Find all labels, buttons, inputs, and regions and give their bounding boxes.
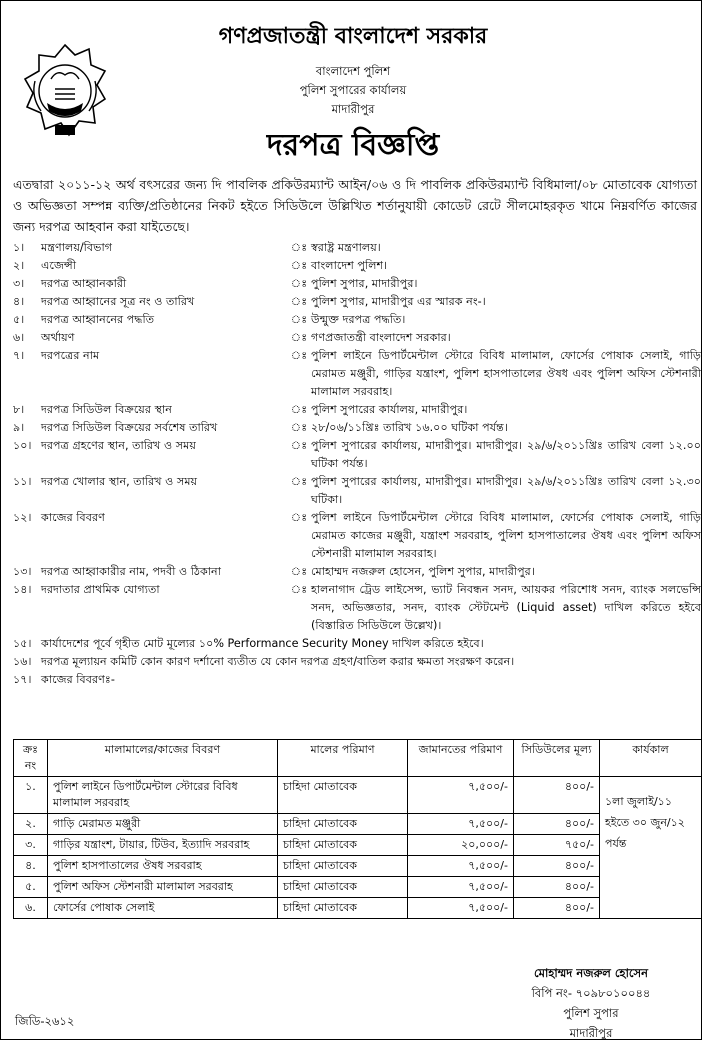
office-name: পুলিশ সুপারের কার্যালয় [299, 83, 407, 97]
item-value: বাংলাদেশ পুলিশ। [311, 259, 388, 272]
item-label: দরদাতার প্রাথমিক যোগ্যতা [41, 583, 160, 596]
work-details-table [13, 739, 702, 919]
line-number: ১৬। [13, 655, 32, 668]
row-serial: ২. [14, 814, 48, 835]
row-quantity: চাহিদা মোতাবেক [278, 856, 408, 877]
item-number: ৯। [13, 421, 25, 434]
signatory-designation: পুলিশ সুপার [563, 1006, 619, 1020]
item-value: হালনাগাদ ট্রেড লাইসেন্স, ভ্যাট নিবন্ধন সনদ, আয়কর পরিশোধ সনদ, ব্যাংক সলভেন্সি সনদ, অভিজ্ঞতার, সনদ, ব্যাংক স্টেটমেন্ট (Liquid asset) দাখিল করিতে হইবে (বিস্তারিত সিডিউলে উল্লেখ)। [311, 583, 701, 632]
item-separator: ঃ [290, 421, 308, 434]
item-label: দরপত্র খোলার স্থান, তারিখ ও সময় [41, 475, 198, 488]
signatory-place: মাদারীপুর [569, 1026, 613, 1040]
item-number: ১০। [13, 439, 32, 452]
item-separator: ঃ [290, 511, 308, 524]
item-value: পুলিশ সুপারের কার্যালয়, মাদারীপুর। মাদারীপুর। ২৯/৬/২০১১খ্রিঃ তারিখ বেলা ১২.০০ ঘটিকা পর্যন্ত। [311, 439, 701, 470]
item-number: ৫। [13, 313, 25, 326]
table-row [14, 777, 702, 814]
department-name: বাংলাদেশ পুলিশ [315, 64, 391, 78]
item-label: দরপত্র সিডিউল বিক্রয়ের স্থান [41, 403, 172, 416]
item-number: ১৩। [13, 565, 32, 578]
col-header-quantity: মালের পরিমাণ [278, 740, 408, 777]
item-label: দরপত্র আহ্বানকারী [41, 277, 127, 290]
item-separator: ঃ [290, 475, 308, 488]
row-description: পুলিশ অফিস স্টেশনারী মালামাল সরবরাহ [48, 877, 278, 898]
condition-line [13, 653, 701, 671]
item-label: অর্থায়ণ [41, 331, 75, 344]
line-text: কার্যাদেশের পূর্বে গৃহীত মোট মূল্যের ১০% Performance Security Money দাখিল করিতে হইবে। [41, 637, 484, 650]
item-label: দরপত্রের নাম [41, 349, 100, 362]
row-quantity: চাহিদা মোতাবেক [278, 777, 408, 814]
item-value: পুলিশ সুপারের কার্যালয়, মাদারীপুর। [311, 403, 468, 416]
col-header-serial: ক্রঃ নং [14, 740, 48, 777]
item-value: পুলিশ সুপারের কার্যালয়, মাদারীপুর। মাদারীপুর। ২৯/৬/২০১১খ্রিঃ তারিখ বেলা ১২.৩০ ঘটিকা। [311, 475, 701, 506]
gd-number: জিডি-২৬১২ [15, 1014, 75, 1028]
row-description: পুলিশ হাসপাতালের ঔষধ সরবরাহ [48, 856, 278, 877]
detail-item [13, 347, 701, 401]
col-header-schedule-price: সিডিউলের মূল্য [514, 740, 600, 777]
item-separator: ঃ [290, 259, 308, 272]
item-number: ৭। [13, 349, 25, 362]
item-separator: ঃ [290, 277, 308, 290]
row-schedule-price: ৪০০/- [514, 814, 600, 835]
row-schedule-price: ৪০০/- [514, 898, 600, 919]
tender-details-list [13, 239, 701, 689]
item-value: স্বরাষ্ট্র মন্ত্রণালয়। [311, 241, 381, 254]
detail-item [13, 581, 701, 635]
item-value: পুলিশ সুপার, মাদারীপুর। [311, 277, 418, 290]
item-separator: ঃ [290, 295, 308, 308]
detail-item [13, 311, 701, 329]
item-separator: ঃ [290, 241, 308, 254]
detail-item [13, 419, 701, 437]
item-separator: ঃ [290, 313, 308, 326]
row-deposit: ৭,৫০০/- [408, 814, 514, 835]
row-description: পুলিশ লাইনে ডিপার্টমেন্টাল স্টোরের বিবিধ মালামাল সরবরাহ [48, 777, 278, 814]
row-description: গাড়ি মেরামত মঞ্জুরী [48, 814, 278, 835]
item-number: ৮। [13, 403, 25, 416]
item-value: ২৮/০৬/১১খ্রিঃ তারিখ ১৬.০০ ঘটিকা পর্যন্ত। [311, 421, 508, 434]
row-schedule-price: ৭৫০/- [514, 835, 600, 856]
row-deposit: ৭,৫০০/- [408, 856, 514, 877]
row-quantity: চাহিদা মোতাবেক [278, 898, 408, 919]
col-header-period: কার্যকাল [600, 740, 702, 777]
condition-line [13, 635, 701, 653]
item-separator: ঃ [290, 349, 308, 362]
row-schedule-price: ৪০০/- [514, 877, 600, 898]
detail-item [13, 563, 701, 581]
detail-item [13, 293, 701, 311]
item-separator: ঃ [290, 565, 308, 578]
detail-item [13, 509, 701, 563]
item-label: কাজের বিবরণ [41, 511, 105, 524]
row-deposit: ৭,৫০০/- [408, 898, 514, 919]
row-serial: ৪. [14, 856, 48, 877]
table-row [14, 856, 702, 877]
table-row [14, 835, 702, 856]
item-value: পুলিশ লাইনে ডিপার্টমেন্টাল স্টোরে বিবিধ মালামাল, ফোর্সের পোষাক সেলাই, গাড়ি মেরামত মঞ্জুরী, গাড়ির যন্ত্রাংশ, পুলিশ হাসপাতালের ঔষধ এবং পুলিশ অফিস স্টেশনারী মালামাল সরবরাহ। [311, 349, 701, 398]
item-number: ৬। [13, 331, 25, 344]
item-label: দরপত্র গ্রহণের স্থান, তারিখ ও সময় [41, 439, 196, 452]
row-quantity: চাহিদা মোতাবেক [278, 835, 408, 856]
work-period: ১লা জুলাই/১১ হইতে ৩০ জুন/১২ পর্যন্ত [600, 777, 702, 919]
row-deposit: ৭,৫০০/- [408, 877, 514, 898]
office-location: মাদারীপুর [331, 102, 375, 116]
detail-item [13, 437, 701, 473]
item-separator: ঃ [290, 583, 308, 596]
government-title: গণপ্রজাতন্ত্রী বাংলাদেশ সরকার [218, 24, 488, 49]
item-label: দরপত্র আহ্বানের সূত্র নং ও তারিখ [41, 295, 195, 308]
row-deposit: ৭,৫০০/- [408, 777, 514, 814]
table-row [14, 877, 702, 898]
line-number: ১৫। [13, 637, 32, 650]
item-number: ১। [13, 241, 25, 254]
detail-item [13, 329, 701, 347]
detail-item [13, 239, 701, 257]
item-separator: ঃ [290, 331, 308, 344]
condition-line [13, 671, 701, 689]
notice-title: দরপত্র বিজ্ঞপ্তি [266, 128, 440, 163]
item-label: এজেন্সী [41, 259, 77, 272]
item-number: ৪। [13, 295, 25, 308]
row-description: ফোর্সের পোষাক সেলাই [48, 898, 278, 919]
line-text: কাজের বিবরণঃ- [41, 673, 115, 686]
line-number: ১৭। [13, 673, 32, 686]
item-number: ১২। [13, 511, 32, 524]
col-header-deposit: জামানতের পরিমাণ [408, 740, 514, 777]
item-number: ১১। [13, 475, 32, 488]
row-schedule-price: ৪০০/- [514, 856, 600, 877]
detail-item [13, 275, 701, 293]
row-quantity: চাহিদা মোতাবেক [278, 814, 408, 835]
item-value: উন্মুক্ত দরপত্র পদ্ধতি। [311, 313, 406, 326]
item-value: পুলিশ লাইনে ডিপার্টমেন্টাল স্টোরে বিবিধ মালামাল, ফোর্সের পোষাক সেলাই, গাড়ি মেরামত কাজের মঞ্জুরী, যন্ত্রাংশ সরবরাহ, পুলিশ হাসপাতালের ঔষধ এবং পুলিশ অফিস স্টেশনারী মালামাল সরবরাহ। [311, 511, 701, 560]
item-number: ৩। [13, 277, 25, 290]
table-row [14, 898, 702, 919]
table-header-row [14, 740, 702, 777]
item-value: মোহাম্মদ নজরুল হোসেন, পুলিশ সুপার, মাদারীপুর। [311, 565, 535, 578]
row-deposit: ২০,০০০/- [408, 835, 514, 856]
col-header-description: মালামালের/কাজের বিবরণ [48, 740, 278, 777]
table-row [14, 814, 702, 835]
row-serial: ৩. [14, 835, 48, 856]
item-label: দরপত্র আহ্বাননের পদ্ধতি [41, 313, 155, 326]
row-schedule-price: ৪০০/- [514, 777, 600, 814]
signatory-name: মোহাম্মদ নজরুল হোসেন [533, 966, 649, 980]
line-text: দরপত্র মূল্যায়ন কমিটি কোন কারণ দর্শানো ব্যতীত যে কোন দরপত্র গ্রহণ/বাতিল করার ক্ষমতা সংরক্ষণ করেন। [41, 655, 515, 668]
row-quantity: চাহিদা মোতাবেক [278, 877, 408, 898]
row-serial: ১. [14, 777, 48, 814]
row-serial: ৫. [14, 877, 48, 898]
item-label: দরপত্র সিডিউল বিক্রয়ের সর্বশেষ তারিখ [41, 421, 218, 434]
detail-item [13, 257, 701, 275]
item-number: ১৪। [13, 583, 32, 596]
signature-block [481, 963, 701, 1043]
item-value: গণপ্রজাতন্ত্রী বাংলাদেশ সরকার। [311, 331, 451, 344]
item-separator: ঃ [290, 439, 308, 452]
row-description: গাড়ির যন্ত্রাংশ, টায়ার, টিউব, ইত্যাদি সরবরাহ [48, 835, 278, 856]
item-label: মন্ত্রণালয়/বিভাগ [41, 241, 113, 254]
detail-item [13, 473, 701, 509]
row-serial: ৬. [14, 898, 48, 919]
item-value: পুলিশ সুপার, মাদারীপুর এর স্মারক নং-। [311, 295, 486, 308]
item-label: দরপত্র আহ্বাকারীর নাম, পদবী ও ঠিকানা [41, 565, 221, 578]
item-separator: ঃ [290, 403, 308, 416]
signatory-bp-number: বিপি নং- ৭০৯৮০১০০৪৪ [531, 986, 651, 1000]
item-number: ২। [13, 259, 25, 272]
detail-item [13, 401, 701, 419]
intro-paragraph: এতদ্বারা ২০১১-১২ অর্থ বৎসরের জন্য দি পাবলিক প্রকিউরম্যান্ট আইন/০৬ ও দি পাবলিক প্রকিউরম্যান্ট বিধিমালা/০৮ মোতাবেক যোগ্যতা ও অভিজ্ঞতা সম্পন্ন ব্যক্তি/প্রতিষ্ঠানের নিকট হইতে সিডিউলে উল্লিখিত শর্তানুযায়ী কোডেট রেটে সীলমোহরকৃত খামে নিম্নবর্ণিত কাজের জন্য দরপত্র আহবান করা যাইতেছে। [13, 177, 697, 234]
